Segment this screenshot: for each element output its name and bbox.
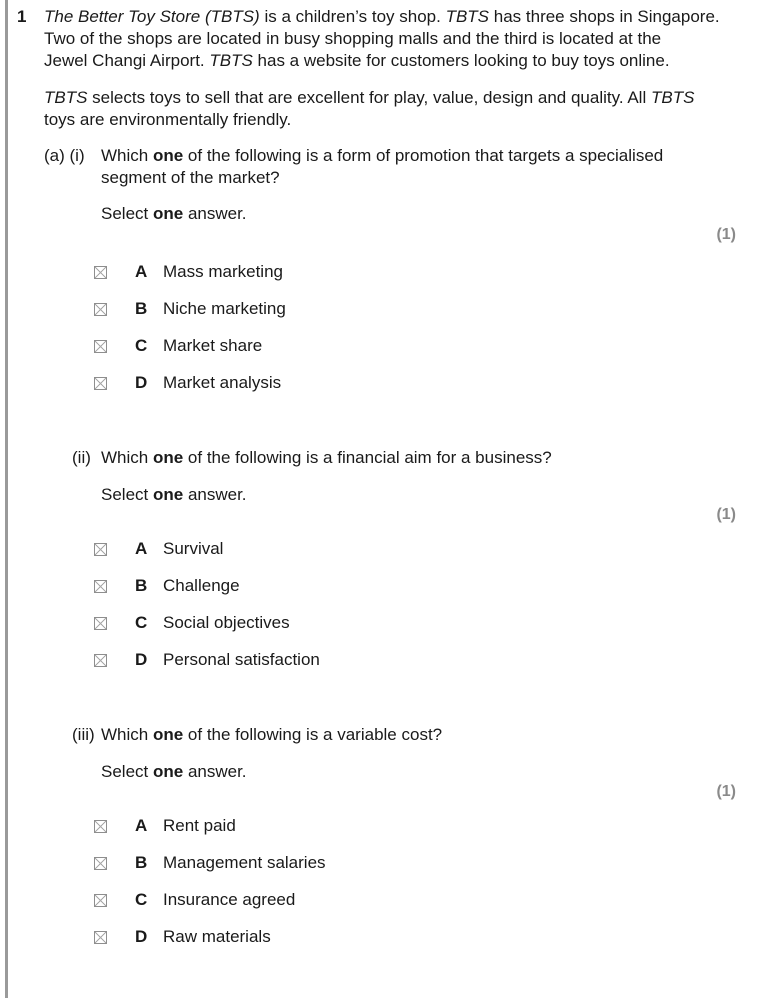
option-text: Social objectives bbox=[163, 613, 290, 632]
part-a-i-option-b[interactable] bbox=[94, 298, 286, 320]
answer-checkbox[interactable] bbox=[94, 820, 107, 833]
instruction-text: answer. bbox=[183, 204, 247, 223]
option-letter: A bbox=[135, 816, 148, 835]
instruction-emphasis: one bbox=[152, 485, 184, 504]
part-a-ii-option-d[interactable] bbox=[94, 649, 320, 671]
intro-text: is a children’s toy shop. bbox=[259, 7, 446, 26]
option-letter: C bbox=[135, 613, 148, 632]
part-a-i-instruction bbox=[101, 203, 247, 225]
answer-checkbox[interactable] bbox=[94, 340, 107, 353]
part-a-i-marks: (1) bbox=[716, 226, 736, 243]
option-text: Raw materials bbox=[163, 927, 271, 946]
answer-checkbox[interactable] bbox=[94, 931, 107, 944]
part-a-ii-marks: (1) bbox=[716, 506, 736, 523]
intro-abbrev: TBTS bbox=[44, 88, 88, 107]
intro-text: selects toys to sell that are excellent for play, value, design and quality. All bbox=[87, 88, 651, 107]
part-a-iii-option-d[interactable] bbox=[94, 926, 271, 948]
answer-checkbox[interactable] bbox=[94, 894, 107, 907]
part-a-ii-label: (ii) bbox=[72, 448, 91, 467]
answer-checkbox[interactable] bbox=[94, 617, 107, 630]
option-text: Mass marketing bbox=[163, 262, 283, 281]
part-a-iii-marks: (1) bbox=[716, 783, 736, 800]
intro-line-3 bbox=[44, 50, 670, 72]
stem-text: of the following is a form of promotion that targets a specialised bbox=[183, 146, 664, 165]
instruction-emphasis: one bbox=[152, 204, 184, 223]
intro-line-1 bbox=[44, 6, 720, 28]
stem-emphasis: one bbox=[152, 146, 184, 165]
part-a-iii-label: (iii) bbox=[72, 725, 95, 744]
answer-checkbox[interactable] bbox=[94, 377, 107, 390]
intro2-line-1 bbox=[44, 87, 694, 109]
stem-emphasis: one bbox=[152, 448, 184, 467]
intro-text: Jewel Changi Airport. bbox=[44, 51, 210, 70]
question-number: 1 bbox=[17, 7, 27, 26]
stem-text: Which bbox=[101, 448, 153, 467]
instruction-text: Select bbox=[101, 762, 153, 781]
part-a-i-option-d[interactable] bbox=[94, 372, 282, 394]
option-text: Niche marketing bbox=[163, 299, 286, 318]
part-a-iii-instruction bbox=[101, 761, 247, 783]
part-a-iii-stem bbox=[101, 724, 442, 746]
stem-emphasis: one bbox=[152, 725, 184, 744]
stem-text: of the following is a variable cost? bbox=[183, 725, 443, 744]
option-letter: D bbox=[135, 927, 148, 946]
option-letter: B bbox=[135, 576, 148, 595]
answer-checkbox[interactable] bbox=[94, 303, 107, 316]
option-text: Market share bbox=[163, 336, 263, 355]
option-letter: B bbox=[135, 299, 148, 318]
answer-checkbox[interactable] bbox=[94, 857, 107, 870]
part-a-i-stem-line2: segment of the market? bbox=[101, 168, 280, 187]
part-a-iii-option-c[interactable] bbox=[94, 889, 296, 911]
stem-text: of the following is a financial aim for a business? bbox=[183, 448, 552, 467]
option-letter: D bbox=[135, 650, 148, 669]
instruction-text: Select bbox=[101, 485, 153, 504]
part-a-i-option-a[interactable] bbox=[94, 261, 283, 283]
intro-abbrev: TBTS bbox=[445, 7, 490, 26]
stem-text: Which bbox=[101, 725, 153, 744]
instruction-text: answer. bbox=[183, 485, 247, 504]
page-margin-rule bbox=[5, 0, 8, 998]
option-text: Management salaries bbox=[163, 853, 326, 872]
option-text: Market analysis bbox=[163, 373, 282, 392]
intro-line-2 bbox=[44, 28, 661, 50]
answer-checkbox[interactable] bbox=[94, 543, 107, 556]
option-letter: D bbox=[135, 373, 148, 392]
option-text: Challenge bbox=[163, 576, 240, 595]
part-a-ii-option-b[interactable] bbox=[94, 575, 240, 597]
instruction-emphasis: one bbox=[152, 762, 184, 781]
option-letter: C bbox=[135, 336, 148, 355]
part-a-i-option-c[interactable] bbox=[94, 335, 263, 357]
option-letter: A bbox=[135, 262, 148, 281]
part-a-i-label: (a) (i) bbox=[44, 146, 85, 165]
part-a-iii-option-b[interactable] bbox=[94, 852, 326, 874]
intro-text: Two of the shops are located in busy shopping malls and the third is located at the bbox=[44, 29, 662, 48]
part-a-ii-stem bbox=[101, 447, 552, 469]
instruction-text: Select bbox=[101, 204, 153, 223]
intro2-line-2: toys are environmentally friendly. bbox=[44, 110, 292, 129]
option-text: Insurance agreed bbox=[163, 890, 296, 909]
answer-checkbox[interactable] bbox=[94, 654, 107, 667]
option-letter: A bbox=[135, 539, 148, 558]
intro-text: has a website for customers looking to buy toys online. bbox=[252, 51, 670, 70]
answer-checkbox[interactable] bbox=[94, 266, 107, 279]
intro-store-name: The Better Toy Store (TBTS) bbox=[44, 7, 260, 26]
option-text: Rent paid bbox=[163, 816, 236, 835]
part-a-ii-instruction bbox=[101, 484, 247, 506]
option-letter: B bbox=[135, 853, 148, 872]
part-a-i-stem bbox=[101, 145, 663, 167]
instruction-text: answer. bbox=[183, 762, 247, 781]
answer-checkbox[interactable] bbox=[94, 580, 107, 593]
option-letter: C bbox=[135, 890, 148, 909]
intro-text: has three shops in Singapore. bbox=[489, 7, 720, 26]
intro-abbrev: TBTS bbox=[209, 51, 253, 70]
part-a-ii-option-c[interactable] bbox=[94, 612, 290, 634]
part-a-iii-option-a[interactable] bbox=[94, 815, 236, 837]
option-text: Personal satisfaction bbox=[163, 650, 320, 669]
intro-abbrev: TBTS bbox=[650, 88, 695, 107]
option-text: Survival bbox=[163, 539, 224, 558]
stem-text: Which bbox=[101, 146, 153, 165]
part-a-ii-option-a[interactable] bbox=[94, 538, 224, 560]
